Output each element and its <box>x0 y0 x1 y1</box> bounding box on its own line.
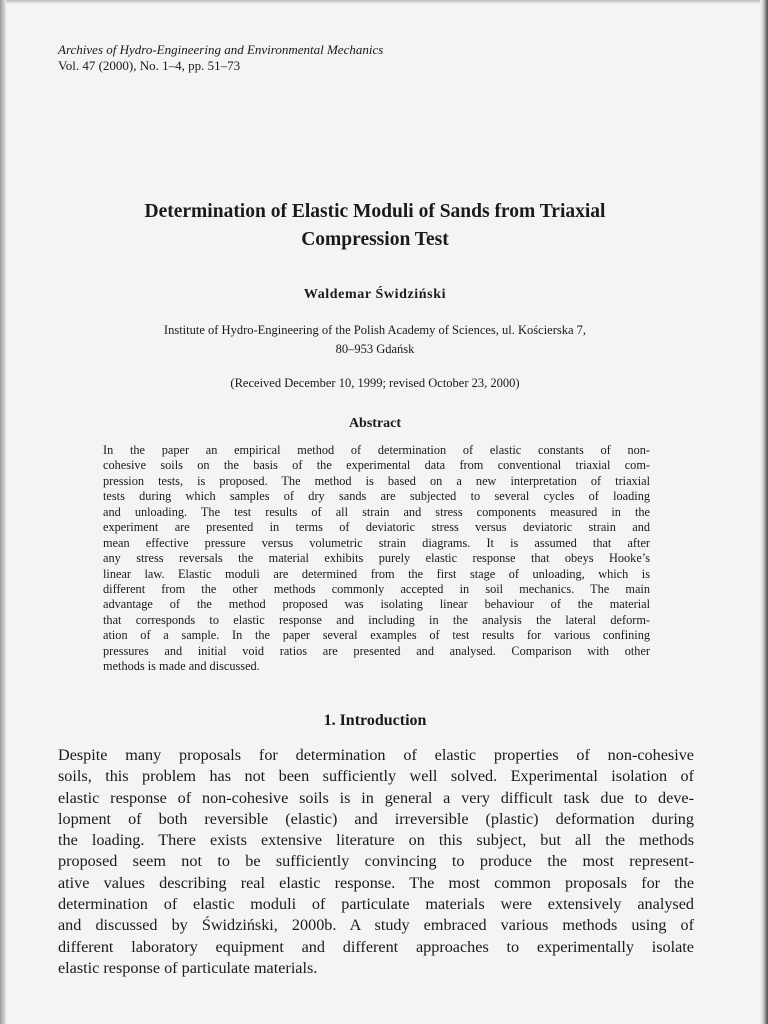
abstract-line: pression tests, is proposed. The method is based on a new interpretation of triaxial <box>103 473 650 488</box>
section-heading-introduction: 1. Introduction <box>323 712 427 729</box>
title-line: Compression Test <box>301 229 449 250</box>
abstract-line: and unloading. The test results of all strain and stress components measured in the <box>103 504 650 519</box>
abstract-line: that corresponds to elastic response and including in the analysis the lateral deform- <box>103 612 650 627</box>
body-line: the loading. There exists extensive literature on this subject, but all the methods <box>58 831 694 850</box>
abstract-line: different from the other methods commonly accepted in soil mechanics. The main <box>103 581 650 596</box>
abstract-line: methods is made and discussed. <box>103 659 260 674</box>
body-line: elastic response of non-cohesive soils is in general a very difficult task due to deve- <box>58 788 694 807</box>
abstract-line: In the paper an empirical method of determination of elastic constants of non- <box>103 443 650 457</box>
abstract-body <box>103 443 650 675</box>
body-line: ative values describing real elastic response. The most common proposals for the <box>58 873 694 892</box>
received-dates: (Received December 10, 1999; revised October 23, 2000) <box>230 376 520 390</box>
abstract-line: linear law. Elastic moduli are determined from the first stage of unloading, which is <box>103 566 650 581</box>
title-line: Determination of Elastic Moduli of Sands from Triaxial <box>144 201 606 222</box>
paper-title <box>60 198 690 254</box>
body-line: proposed seem not to be sufficiently convincing to produce the most represent- <box>58 852 694 871</box>
abstract-line: experiment are presented in terms of deviatoric stress versus deviatoric strain and <box>103 520 650 535</box>
body-line: elastic response of particulate materials. <box>58 958 318 977</box>
scan-edge-top <box>0 0 768 4</box>
affiliation-line: Institute of Hydro-Engineering of the Polish Academy of Sciences, ul. Kościerska 7, <box>163 323 587 337</box>
body-line: and discussed by Świdziński, 2000b. A study embraced various methods using of <box>58 916 694 935</box>
scan-edge-left <box>0 0 6 1024</box>
abstract-line: mean effective pressure versus volumetric strain diagrams. It is assumed that after <box>103 535 650 550</box>
body-line: soils, this problem has not been sufficiently well solved. Experimental isolation of <box>58 767 694 786</box>
body-line: Despite many proposals for determination of elastic properties of non-cohesive <box>58 746 694 764</box>
abstract-line: ation of a sample. In the paper several examples of test results for various confining <box>103 628 650 643</box>
abstract-line: tests during which samples of dry sands are subjected to several cycles of loading <box>103 489 650 504</box>
abstract-heading: Abstract <box>348 416 402 431</box>
journal-volume: Vol. 47 (2000), No. 1–4, pp. 51–73 <box>58 58 241 73</box>
author-name: Waldemar Świdziński <box>303 287 447 302</box>
introduction-body <box>58 745 694 979</box>
journal-name: Archives of Hydro-Engineering and Environmental Mechanics <box>58 42 384 57</box>
abstract-line: cohesive soils on the basis of the experimental data from conventional triaxial com- <box>103 458 650 473</box>
journal-header <box>58 42 383 74</box>
body-line: lopment of both reversible (elastic) and irreversible (plastic) deformation during <box>58 809 694 828</box>
body-line: determination of elastic moduli of particulate materials were extensively analysed <box>58 895 694 914</box>
affiliation-line: 80–953 Gdańsk <box>335 342 415 356</box>
body-line: different laboratory equipment and different approaches to experimentally isolate <box>58 937 694 956</box>
abstract-line: pressures and initial void ratios are presented and analysed. Comparison with other <box>103 643 650 658</box>
abstract-line: any stress reversals the material exhibits purely elastic response that obeys Hooke’s <box>103 551 650 566</box>
scan-edge-right <box>760 0 768 1024</box>
abstract-line: advantage of the method proposed was isolating linear behaviour of the material <box>103 597 650 612</box>
affiliation <box>80 321 670 359</box>
